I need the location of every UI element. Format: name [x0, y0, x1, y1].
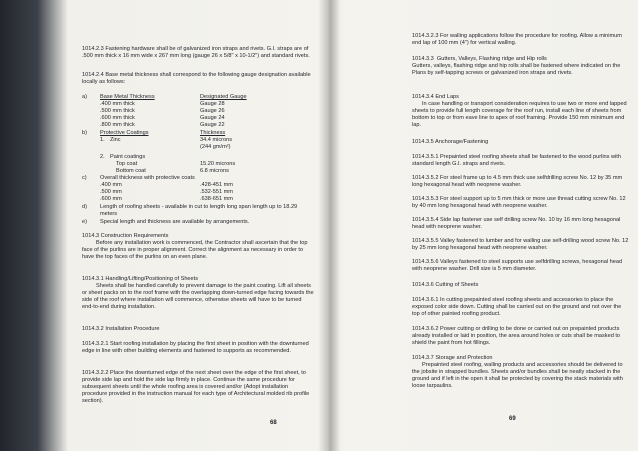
para-1014-3-5-5: 1014.3.5.5 Valley fastened to lumber and for walling use self-drilling wood screw No. 12 by 25 mm long hexagonal head with neoprene washer. — [412, 238, 629, 252]
para-1014-3-5-4: 1014.3.5.4 Side lap fastener use self drilling screw No. 10 by 16 mm long hexagonal head with neoprene washer. — [412, 217, 621, 231]
heading-1014-3-7: 1014.3.7 Storage and Protection — [412, 355, 493, 361]
overall-label: Overall thickness with protective coats — [100, 175, 195, 181]
heading-1014-3-4: 1014.3.4 End Laps — [412, 94, 459, 100]
table-row: .400 mm thick Gauge 28 — [100, 101, 225, 107]
protective-coatings-header: Protective Coatings — [100, 130, 149, 136]
para-1014-3-6-1: 1014.3.6.1 In cutting prepainted steel roofing sheets and accessories to place the exposed color side down. Cutting shall be carried out on the ground and not over the top of other painted roofing product. — [412, 297, 622, 318]
item-d: Length of roofing sheets - available in cut to length long span length up to 18.29 meters — [100, 204, 298, 218]
list-b-label: b) — [82, 130, 87, 136]
thickness-header: Thickness — [200, 130, 226, 136]
table-row: .500 mm thick Gauge 26 — [100, 108, 225, 115]
table-row: .400 mm .428-451 mm — [100, 182, 233, 188]
right-page — [344, 0, 634, 451]
page-number: 69 — [509, 416, 516, 422]
designated-gauge-header: Designated Gauge — [200, 94, 247, 100]
table-row: .600 mm .638-651 mm — [100, 196, 233, 203]
heading-1014-3: 1014.3 Construction Requirements — [82, 233, 169, 239]
overall-table — [100, 182, 310, 203]
para-1014-3-5-3: 1014.3.5.3 For steel support up to 5 mm thick or more use thread cutting screw No. 12 by 40 mm long hexagonal head with neoprene washer. — [412, 196, 626, 210]
para-1014-2-3: 1014.2.3 Fastening hardware shall be of galvanized iron straps and rivets. G.I. straps are of .500 mm thick x 16 mm wide x 267 mm long (gauge 26 x 5/8" x 10-1/2") and standard rivets. — [82, 46, 310, 60]
zinc-value: 34.4 microns — [200, 137, 233, 143]
para-1014-3-1: Sheets shall be handled carefully to prevent damage to the paint coating. Lift all sheets or sheet packs on to the roof frame with the overlapping down-turned edge facing towards the side of the roof where installation will commence, otherwise sheets will have to be turned end-to-end during installation. — [82, 283, 314, 311]
thickness-table — [100, 101, 310, 129]
item-e: Special length and thickness are available by arrangements. — [100, 219, 250, 225]
book-gutter — [318, 0, 340, 451]
para-1014-3: Before any installation work is commenced, the Contractor shall ascertain that the top face of the purlins are in proper alignment. Correct the alignment as necessary in order to have the top faces of the purlins on an even plane. — [82, 240, 308, 261]
heading-1014-3-2: 1014.3.2 Installation Procedure — [82, 326, 160, 332]
para-1014-3-4: In case handling or transport consideration requires to use two or more end lapped sheets to provide full length coverage for the roof run, install each line of sheets from bottom to top or from eave line to apex of roof framing. Provide 150 mm minimum end lap. — [412, 101, 627, 129]
para-1014-3-2-1: 1014.3.2.1 Start roofing installation by placing the first sheet in position with the downturned edge in line with other building elements and fastened to supports as recommended. — [82, 341, 309, 355]
page-number: 68 — [270, 420, 277, 426]
heading-1014-3-1: 1014.3.1 Handling/Lifting/Positioning of Sheets — [82, 276, 198, 282]
heading-1014-3-5: 1014.3.5 Anchorage/Fastening — [412, 139, 489, 145]
base-metal-header: Base Metal Thickness — [100, 94, 155, 100]
bottom-coat-label: Bottom coat — [116, 168, 146, 174]
top-coat-label: Top coat — [116, 161, 138, 167]
list-d-label: d) — [82, 204, 87, 210]
table-row: .800 mm thick Gauge 22 — [100, 122, 225, 129]
zinc-value-gsm: (244 gm/m²) — [200, 144, 231, 150]
para-1014-2-4: 1014.2.4 Base metal thickness shall correspond to the following gauge designation available locally as follows: — [82, 72, 311, 86]
heading-1014-3-6: 1014.3.6 Cutting of Sheets — [412, 282, 479, 288]
para-1014-3-5-1: 1014.3.5.1 Prepainted steel roofing sheets shall be fastened to the wood purlins with standard length G.I. straps and rivets. — [412, 154, 621, 168]
top-coat-value: 15.20 microns — [200, 161, 236, 167]
left-page — [70, 0, 320, 451]
para-1014-3-3: 1014.3.3 Gutters, Valleys, Flashing ridge and Hip rolls Gutters, valleys, flashing ridge and hip rolls shall be fastened where indicated on the Plans by self-tapping screws or galvanized iron straps and rivets. — [412, 56, 621, 77]
zinc-label: Zinc — [110, 137, 121, 143]
paint-label: Paint coatings — [110, 154, 146, 160]
para-1014-3-5-2: 1014.3.5.2 For steel frame up to 4.5 mm thick use selfdrilling screw No. 12 by 35 mm long hexagonal head with neoprene washer. — [412, 175, 623, 189]
list-e-label: e) — [82, 219, 87, 225]
list-a-label: a) — [82, 94, 87, 100]
table-row: .500 mm .532-551 mm — [100, 189, 233, 196]
zinc-number: 1. — [100, 137, 105, 143]
list-c-label: c) — [82, 175, 87, 181]
para-1014-3-5-6: 1014.3.5.6 Valleys fastened to steel supports use selfdrilling screws, hexagonal head with neoprene washer. Drill size is 5 mm diameter. — [412, 259, 623, 273]
para-1014-3-6-2: 1014.3.6.2 Power cutting or drilling to be done or carried out on prepainted products already installed or laid in position, the area around holes or cuts shall be masked to shield the paint from hot fillings. — [412, 326, 621, 347]
bottom-coat-value: 6.8 microns — [200, 168, 229, 174]
table-row: .600 mm thick Gauge 24 — [100, 115, 225, 122]
paint-number: 2. — [100, 154, 105, 160]
para-1014-3-7: Prepainted steel roofing, walling products and accessories should be delivered to the jobsite in strapped bundles. Sheets and/or bundles shall be neatly stacked in the ground and if left in the open it shall be protected by covering the stack materials with loose tarpaulins. — [412, 362, 623, 390]
para-1014-3-2-3: 1014.3.2.3 For walling applications follow the procedure for roofing. Allow a minimum end lap of 100 mm (4") for vertical walling. — [412, 33, 622, 47]
para-1014-3-2-2: 1014.3.2.2 Place the downturned edge of the next sheet over the edge of the first sheet, to provide side lap and hold the side lap firmly in place. Continue the same procedure for subsequent sheets until the whole roofing area is covered and/or (Adopt installation procedure provided in the instruction manual for each type of Architectural molded rib profile section). — [82, 370, 310, 405]
page-edge-shadow — [0, 0, 68, 451]
